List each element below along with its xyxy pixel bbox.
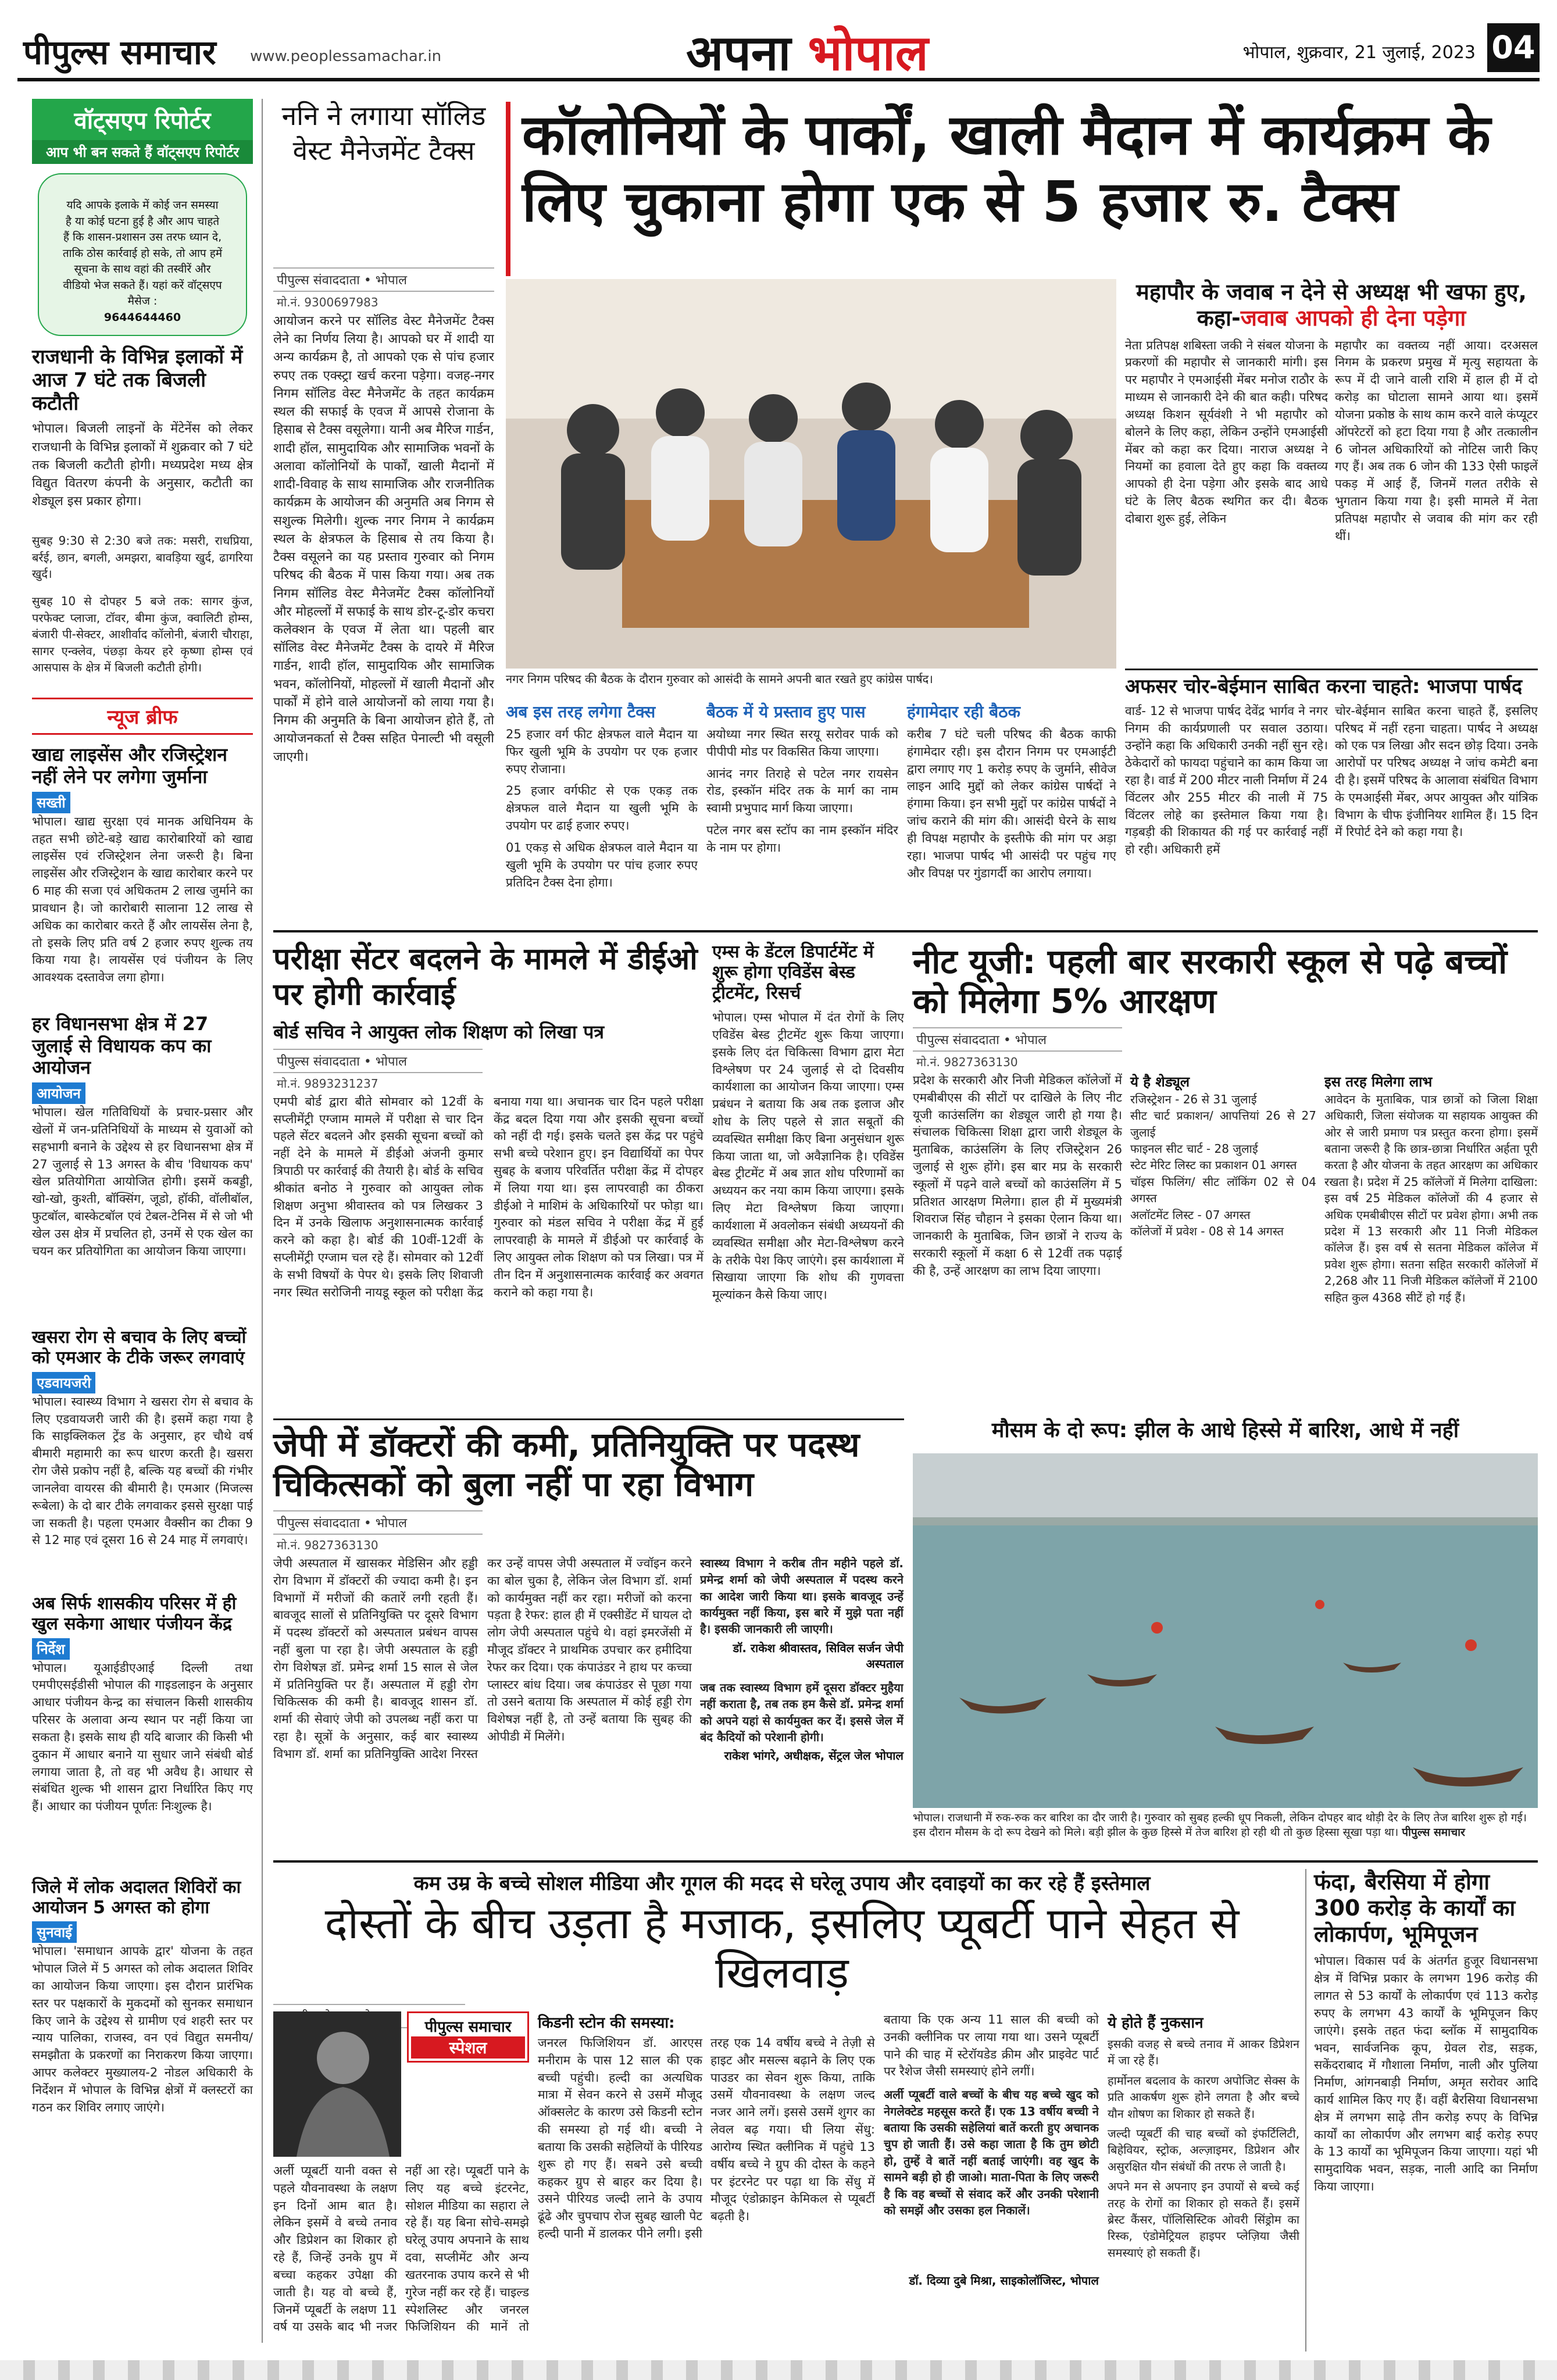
- mayor-headline: महापौर के जवाब न देने से अध्यक्ष भी खफा हुए, कहा-जवाब आपको ही देना पड़ेगा: [1136, 279, 1527, 331]
- uproar-body: करीब 7 घंटे चली परिषद की बैठक काफी हंगामेदार रही। इस दौरान निगम पर एमआईटी द्वारा लगाए गए 1 करोड़ रुपए के जुर्माने, सीवेज लाइन आदि मुद्दों को लेकर कांग्रेस पार्षदों ने हंगामा किया। इन सभी मुद्दों पर कांग्रेस पार्षदों ने जांच कराने की मांग की। आसंदी घेरने के साथ ही विपक्ष महापौर के इस्तीफे की मांग पर अड़ा रहा। भाजपा पार्षद भी आसंदी पर पहुंच गए और विपक्ष पर गुंडागर्दी का आरोप लगाया।: [907, 727, 1116, 880]
- risk-2: हार्मोनल बदलाव के कारण अपोजिट सेक्स के प्रति आकर्षण शुरू होने लगता है और बच्चे यौन शोषण का शिकार हो सकते हैं।: [1108, 2073, 1299, 2121]
- brief-2-headline: हर विधानसभा क्षेत्र में 27 जुलाई से विधायक कप का आयोजन: [32, 1012, 212, 1079]
- jp-story: [273, 1418, 904, 1811]
- fanda-headline: फंदा, बैरसिया में होगा 300 करोड़ के कार्यों का लोकार्पण, भूमिपूजन: [1314, 1869, 1516, 1947]
- brief-1-headline: खाद्य लाइसेंस और रजिस्ट्रेशन नहीं लेने पर लगेगा जुर्माना: [32, 744, 228, 788]
- neet-headline: नीट यूजी: पहली बार सरकारी स्कूल से पढ़े बच्चों को मिलेगा 5% आरक्षण: [913, 942, 1508, 1021]
- power-slot-2: सुबह 10 से दोपहर 5 बजे तक: सागर कुंज, परफेक्ट प्लाजा, टॉवर, बीमा कुंज, क्वालिटी होम्स, बंजारी पी-सेक्टर, आशीर्वाद कॉलोनी, बंजारी चौराहा, सागर एन्क्लेव, पंछड़ा केयर हरे कृष्णा होम्स एवं आसपास के क्षेत्र में बिजली कटौती होगी।: [32, 594, 253, 674]
- brief-3-headline: खसरा रोग से बचाव के लिए बच्चों को एमआर के टीके जरूर लगवाएं: [32, 1327, 247, 1368]
- lead-side-headline: ननि ने लगाया सॉलिड वेस्ट मैनेजमेंट टैक्स: [281, 100, 486, 166]
- mayor-story: [1125, 279, 1538, 900]
- weather-credit: पीपुल्स समाचार: [1402, 1825, 1465, 1839]
- neet-benefit-body: आवेदन के मुताबिक, पात्र छात्रों को जिला शिक्षा अधिकारी, जिला संयोजक या सहायक आयुक्त की ओर से जारी प्रमाण पत्र प्रस्तुत करना होगा। इसमें बताना जरूरी है कि छात्र-छात्रा निर्धारित अर्हता पूरी करता है और योजना के तहत आरक्षण का अधिकार रखता है। प्रदेश में 25 कॉलेजों में मिलेगा दाखिला: इस वर्ष 25 मेडिकल कॉलेजों की 4 हजार से अधिक एमबीबीएस सीटों पर प्रवेश होगा। अभी तक प्रदेश में 13 सरकारी और 11 निजी मेडिकल कॉलेज हैं। इस वर्ष से सतना मेडिकल कॉलेज में प्रवेश शुरू होगा। सतना सहित सरकारी कॉलेजों में 2,268 और 11 निजी मेडिकल कॉलेजों में 2100 सहित कुल 4368 सीटें हो गई हैं।: [1324, 1092, 1538, 1305]
- neet-schedule-2: सीट चार्ट प्रकाशन/ आपत्तियां 26 से 27 जुलाई: [1130, 1109, 1316, 1139]
- brief-2-tag: आयोजन: [32, 1082, 85, 1104]
- risk-1: इसकी वजह से बच्चे तनाव में आकर डिप्रेशन में जा रहे हैं।: [1108, 2037, 1299, 2068]
- brief-4-body: भोपाल। यूआईडीएआई दिल्ली तथा एमपीएसईडीसी भोपाल की गाइडलाइन के अनुसार आधार पंजीयन केन्द्र का संचालन किसी शासकीय परिसर के अलावा अन्य स्थान पर नहीं किया जा सकता है। इसके साथ ही यदि बाजार की किसी भी दुकान में आधार बनाने या सुधार जाने संबंधी बोर्ड लगाया जाता है, तो वह भी अवैध है। आधार से संबंधित शुल्क भी शासन द्वारा निर्धारित किए गए हैं। आधार का पंजीयन पूर्णतः निःशुल्क है।: [32, 1660, 253, 1814]
- power-headline: राजधानी के विभिन्न इलाकों में आज 7 घंटे तक बिजली कटौती: [32, 345, 243, 416]
- mayor-body-2: महापौर का वक्तव्य नहीं आया। दरअसल निगम के प्रकरण प्रमुख में मृत्यु सहायता के रूप में दी जाने वाली राशि में हाल ही में दो करोड़ का घोटाला सामने आया था। इसमें योजना प्रकोष्ठ के साथ काम करने वाले कंप्यूटर ऑपरेटरों को हटा दिया गया है और तत्कालीन 6 जोनल अधिकारियों को नोटिस जारी किए गए हैं। अब तक 6 जोन की 133 ऐसी फाइलें पकड़ में आई हैं, जिनमें गलत तरीके से भुगतान किया गया है। इसी मामले में नेता प्रतिपक्ष महापौर से जवाब की मांग कर रही थीं।: [1335, 338, 1538, 543]
- proposal-1: अयोध्या नगर स्थित सरयू सरोवर पार्क को पीपीपी मोड पर विकसित किया जाएगा।: [706, 727, 898, 759]
- news-brief-label: न्यूज ब्रीफ: [32, 698, 253, 735]
- footer-color-bar: [0, 2360, 1557, 2380]
- lead-byline: पीपुल्स संवाददाता • भोपाल: [273, 267, 494, 292]
- deo-headline: परीक्षा सेंटर बदलने के मामले में डीईओ पर होगी कार्रवाई: [273, 942, 698, 1013]
- brief-5-body: भोपाल। 'समाधान आपके द्वार' योजना के तहत भोपाल जिले में 5 अगस्त को लोक अदालत शिविर का आयोजन किया जाएगा। इस दौरान प्रारंभिक स्तर पर पक्षकारों के मुकदमों को सुनकर समाधान किए जाने के उद्देश्य से ग्रामीण एवं शहरी स्तर पर न्याय पालिका, राजस्व, वन एवं विद्युत समनीय/समझौता के प्रकरणों का निराकरण किया जाएगा। आपर कलेक्टर मुख्यालय-2 नोडल अधिकारी के निर्देशन में भोपाल के विभिन्न क्षेत्रों में क्लस्टरों का गठन कर शिविर लगाए जाएंगे।: [32, 1944, 253, 2114]
- power-slot-1: सुबह 9:30 से 2:30 बजे तक: मसरी, राधप्रिया, बर्रई, छान, बगली, अमझरा, बावड़िया खुर्द, ढागरिया खुर्द।: [32, 534, 253, 581]
- neet-schedule-7: कॉलेजों में प्रवेश - 08 से 14 अगस्त: [1130, 1224, 1284, 1238]
- section-divider: [273, 930, 1538, 932]
- child-photo: [273, 2011, 401, 2157]
- neet-schedule-4: स्टेट मेरिट लिस्ट का प्रकाशन 01 अगस्त: [1130, 1158, 1297, 1173]
- neet-mobile: मो.नं. 9827363130: [916, 1055, 1018, 1069]
- risk-title: ये होते हैं नुकसान: [1108, 2014, 1204, 2032]
- masthead: [17, 12, 1540, 81]
- lead-photo-caption: नगर निगम परिषद की बैठक के दौरान गुरुवार को आसंदी के सामने अपनी बात रखते हुए कांग्रेस पार्षद।: [506, 672, 933, 686]
- neet-byline: पीपुल्स संवाददाता • भोपाल: [913, 1027, 1122, 1052]
- special-badge: [407, 2011, 529, 2063]
- neet-schedule-5: चॉइस फिलिंग/ सीट लॉकिंग 02 से 04 अगस्त: [1130, 1174, 1316, 1206]
- tax-box: [506, 701, 698, 891]
- fanda-body: भोपाल। विकास पर्व के अंतर्गत हुजूर विधानसभा क्षेत्र में विभिन्न प्रकार के लगभग 196 करोड़ की लागत से 53 कार्यों के लोकार्पण एवं 113 करोड़ रुपए के लगभग 43 कार्यों के भूमिपूजन किए जाएंगे। इसके तहत फंदा ब्लॉक में सामुदायिक भवन, सार्वजनिक कूप, ग्रेवल रोड, सड़क, सकेंदराबाद में गौशाला निर्माण, नाली और पुलिया निर्माण, आंगनबाड़ी निर्माण, अमृत सरोवर आदि कार्य शामिल किए गए हैं। वहीं बैरसिया विधानसभा क्षेत्र में लगभग साढ़े तीन करोड़ रुपए के विभिन्न कार्यों का लोकार्पण और लगभग बाई करोड़ रुपए के 13 कार्यों का भूमिपूजन किया जाएगा। यहां भी सामुदायिक भवन, सड़क, नाली आदि का निर्माण किया जाएगा।: [1314, 1954, 1538, 2194]
- proposal-2: आनंद नगर तिराहे से पटेल नगर रायसेन रोड, इस्कॉन मंदिर तक के मार्ग का नाम स्वामी प्रभुपाद मार्ग किया जाएगा।: [706, 766, 898, 816]
- section-divider-2: [273, 1860, 1538, 1863]
- mayor-body-1: नेता प्रतिपक्ष शबिस्ता जकी ने संबल योजना के प्रकरणों की महापौर से जानकारी मांगी। इस पर महापौर ने एमआईसी मेंबर मनोज राठौर के माध्यम से जानकारी देने की बात कही। परिषद अध्यक्ष किशन सूर्यवंशी ने भी महापौर को बोलने के लिए कहा, लेकिन उन्होंने एमआईसी मेंबर को कहा कर दिया। नाराज अध्यक्ष ने नियमों का हवाला देते हुए कहा कि वक्तव्य आपको ही देना पड़ेगा और इसके बाद आधे घंटे के लिए बैठक स्थगित कर दी। बैठक दोबारा शुरू हुई, लेकिन: [1125, 338, 1328, 526]
- brand-logo: पीपुल्स समाचार: [23, 33, 216, 72]
- lake-photo: [913, 1453, 1538, 1808]
- aiims-body: भोपाल। एम्स भोपाल में दंत रोगों के लिए एविडेंस बेस्ड ट्रीटमेंट शुरू किया जाएगा। इसके लिए दंत चिकित्सा विभाग द्वारा मेटा विश्लेषण पर 24 जुलाई से दो दिवसीय कार्यशाला का आयोजन किया जाएगा। एम्स प्रबंधन ने बताया कि अब तक इलाज और शोध के लिए पहले से ज्ञात सबूतों की व्यवस्थित समीक्षा किए बिना अनुसंधान शुरू किया जाता था, जो अवैज्ञानिक है। एविडेंस बेस्ड ट्रीटमेंट में अब ज्ञात शोध परिणामों का अध्ययन कर नया काम किया जाएगा। इसके लिए मेटा विश्लेषण किया जाएगा। कार्यशाला में अवलोकन संबंधी अध्ययनों की व्यवस्थित समीक्षा और मेटा-विश्लेषण करने के तरीके पेश किए जाएंगे। इस कार्यशाला में सिखाया जाएगा कि शोध की गुणवत्ता मूल्यांकन कैसे किया जाए।: [712, 1010, 904, 1302]
- jp-mobile: मो.नं. 9827363130: [277, 1538, 378, 1552]
- brief-2-body: भोपाल। खेल गतिविधियों के प्रचार-प्रसार और खेलों में जन-प्रतिनिधियों के माध्यम से युवाओं को सहभागी बनाने के उद्देश्य से हर विधानसभा क्षेत्र में 27 जुलाई से 13 अगस्त के बीच 'विधायक कप' खेल प्रतियोगिता आयोजित होगी। इसमें कबड्डी, खो-खो, कुश्ती, बॉक्सिंग, जूडो, हॉकी, वॉलीबॉल, फुटबॉल, बास्केटबॉल एवं टेबल-टेनिस में से जो भी खेल उस क्षेत्र में प्रचलित हो, उनमें से एक खेल का चयन कर प्रतियोगिता का आयोजन किया जाएगा।: [32, 1105, 253, 1258]
- puberty-headline: दोस्तों के बीच उड़ता है मजाक, इसलिए प्यूबर्टी पाने सेहत से खिलवाड़: [324, 1899, 1240, 1999]
- neet-schedule-6: अलॉटमेंट लिस्ट - 07 अगस्त: [1130, 1207, 1251, 1222]
- fanda-story: [1314, 1869, 1538, 2313]
- council-meeting-photo: [506, 279, 1116, 669]
- puberty-body-2: जनरल फिजिशियन डॉ. आरएस मनीराम के पास 12 साल की एक बच्ची पहुंची। हल्दी का अत्यधिक मात्रा में सेवन करने से उसमें मौजूद ऑक्सलेट के कारण उसे किडनी स्टोन की समस्या हो गई थी। बच्ची ने बताया कि उसकी सहेलियों के पीरियड शुरू हो गए हैं। सबने उसे बच्ची कहकर ग्रुप से बाहर कर दिया है। उसने पीरियड जल्दी लाने के उपाय ढूंढे और चुपचाप रोज सुबह खाली पेट हल्दी पानी में डालकर पीने लगी। इसी तरह एक 14 वर्षीय बच्चे ने तेज़ी से हाइट और मसल्स बढ़ाने के लिए एक पाउडर का सेवन शुरू किया, ताकि उसमें यौवनावस्था के लक्षण जल्द नजर आने लगें। इससे उसमें शुगर का लेवल बढ़ गया। घी लिया सेंधु: आरोग्य स्थित क्लीनिक में पहुंचे 13 वर्षीय बच्चे ने ग्रुप की दोस्त के कहने पर इंटरनेट पर पढ़ा था कि सेंधु में मौजूद एंडोक्राइन केमिकल से प्यूबर्टी बढ़ती है।: [538, 2036, 875, 2240]
- brief-1-tag: सख्ती: [32, 792, 70, 813]
- uproar-box: [907, 701, 1116, 918]
- page-number: 04: [1487, 23, 1540, 72]
- weather-caption: भोपाल। राजधानी में रुक-रुक कर बारिश का दौर जारी है। गुरुवार को सुबह हल्की धूप निकली, लेकिन दोपहर बाद थोड़ी देर के लिए तेज बारिश शुरू हो गई। इस दौरान मौसम के दो रूप देखने को मिले। बड़ी झील के कुछ हिस्से में तेज बारिश हो रही थी तो कुछ हिस्सा सूखा पड़ा था। पीपुल्स समाचार: [913, 1811, 1527, 1839]
- website[interactable]: www.peoplessamachar.in: [250, 48, 442, 65]
- officer-body-2: चोर-बेईमान साबित करना चाहते हैं, इसलिए परिषद में नहीं रहना चाहता। पार्षद ने अध्यक्ष को एक पत्र लिखा और सदन छोड़ दिया। उनके आरोपों पर परिषद अध्यक्ष ने जांच कमेटी बना दी है। इसमें परिषद के आलावा संबंधित विभाग के एमआईसी मेंबर, अपर आयुक्त और यांत्रिक विभाग के चीफ इंजीनियर शामिल हैं। 15 दिन में रिपोर्ट देने को कहा गया है।: [1335, 703, 1538, 839]
- puberty-col-3: [884, 2011, 1099, 2288]
- whatsapp-number[interactable]: 9644644460: [103, 310, 181, 324]
- risk-box: [1108, 2011, 1299, 2261]
- brief-3-tag: एडवायजरी: [32, 1372, 95, 1393]
- left-column: [32, 99, 253, 2343]
- special-tag: स्पेशल: [411, 2036, 525, 2059]
- proposals-box: [706, 701, 898, 857]
- neet-story: [913, 942, 1538, 1312]
- jp-quote-2: जब तक स्वास्थ्य विभाग हमें दूसरा डॉक्टर मुहैया नहीं कराता है, तब तक हम कैसे डॉ. प्रमेन्द्र शर्मा को अपने यहां से कार्यमुक्त कर दें। इससे जेल में बंद कैदियों को परेशानी होगी।: [700, 1680, 904, 1744]
- officer-headline: अफसर चोर-बेईमान साबित करना चाहते: भाजपा पार्षद: [1125, 669, 1538, 698]
- puberty-quote-author: डॉ. दिव्या दुबे मिश्रा, साइकोलॉजिस्ट, भोपाल: [909, 2274, 1099, 2288]
- section-title: अपना भोपाल: [686, 24, 929, 81]
- weather-headline: मौसम के दो रूप: झील के आधे हिस्से में बारिश, आधे में नहीं: [991, 1418, 1459, 1442]
- neet-body: प्रदेश के सरकारी और निजी मेडिकल कॉलेजों में एमबीबीएस की सीटों पर दाखिले के लिए नीट यूजी काउंसलिंग का शेड्यूल जारी हो गया है। संचालक चिकित्सा शिक्षा द्वारा जारी शेड्यूल के मुताबिक, काउंसलिंग के लिए रजिस्ट्रेशन 26 जुलाई से शुरू होंगे। इस बार मप्र के सरकारी स्कूलों में पढ़ने वाले बच्चों को काउंसलिंग में 5 प्रतिशत आरक्षण मिलेगा। हाल ही में मुख्यमंत्री शिवराज सिंह चौहान ने इसका ऐलान किया था। जानकारी के मुताबिक, जिन छात्रों ने राज्य के सरकारी स्कूलों में कक्षा 6 से 12वीं तक पढ़ाई की है, उन्हें आरक्षण का लाभ दिया जाएगा।: [913, 1073, 1122, 1278]
- tax-item-1: 25 हजार वर्ग फीट क्षेत्रफल वाले मैदान या फिर खुली भूमि के उपयोग पर एक हजार रुपए रोजाना।: [506, 727, 698, 776]
- proposal-3: पटेल नगर बस स्टॉप का नाम इस्कॉन मंदिर के नाम पर होगा।: [706, 823, 898, 855]
- puberty-body-3: बताया कि एक अन्य 11 साल की बच्ची को उनकी क्लीनिक पर लाया गया था। उसने प्यूबर्टी पाने की चाह में स्टेरॉयडेड क्रीम और प्राइवेट पार्ट पर रैशेज जैसी समस्याएं होने लगीं।: [884, 2013, 1099, 2079]
- deo-byline: पीपुल्स संवाददाता • भोपाल: [273, 1049, 483, 1073]
- tax-title: अब इस तरह लगेगा टैक्स: [506, 702, 656, 721]
- jp-quote-1: स्वास्थ्य विभाग ने करीब तीन महीने पहले डॉ. प्रमेन्द्र शर्मा को जेपी अस्पताल में पदस्थ करने का आदेश जारी किया था। इसके बावजूद उन्हें कार्यमुक्त नहीं किया, इस बारे में मुझे पता नहीं है। इसकी जानकारी ली जाएगी।: [700, 1556, 904, 1636]
- uproar-title: हंगामेदार रही बैठक: [907, 702, 1021, 721]
- neet-schedule-1: रजिस्ट्रेशन - 26 से 31 जुलाई: [1130, 1092, 1257, 1106]
- kidney-box: [538, 2011, 703, 2032]
- deo-mobile: मो.नं. 9893231237: [277, 1076, 378, 1091]
- puberty-kicker: कम उम्र के बच्चे सोशल मीडिया और गूगल की मदद से घरेलू उपाय और दवाइयों का कर रहे हैं इस्तेमाल: [413, 1872, 1151, 1895]
- neet-benefit: [1324, 1072, 1538, 1312]
- column-rule: [262, 99, 263, 2343]
- neet-benefit-title: इस तरह मिलेगा लाभ: [1324, 1073, 1433, 1090]
- deo-story: [273, 942, 703, 1338]
- lead-side: [273, 99, 494, 905]
- jp-quotes: [700, 1555, 904, 1811]
- lead-headline: कॉलोनियों के पार्कों, खाली मैदान में कार्यक्रम के लिए चुकाना होगा एक से 5 हजार रु. टैक्स: [506, 102, 1535, 276]
- neet-schedule-title: ये है शेड्यूल: [1130, 1073, 1190, 1090]
- jp-body: जेपी अस्पताल में खासकर मेडिसिन और हड्डी रोग विभाग में डॉक्टरों की ज्यादा कमी है। इन विभागों में मरीजों की कतारें लगी रहती हैं। बावजूद सालों से प्रतिनियुक्ति पर दूसरे विभाग में पदस्थ डॉक्टरों को अस्पताल प्रबंधन वापस नहीं बुला पा रहा है। जेपी अस्पताल के हड्डी रोग विशेषज्ञ डॉ. प्रमेन्द्र शर्मा 15 साल से जेल में प्रतिनियुक्ति पर हैं। अस्पताल में हड्डी रोग चिकित्सक की कमी है। बावजूद शासन डॉ. शर्मा की सेवाएं जेपी को उपलब्ध नहीं करा पा रहा है। सूत्रों के अनुसार, कई बार स्वास्थ्य विभाग डॉ. शर्मा का प्रतिनियुक्ति आदेश निरस्त कर उन्हें वापस जेपी अस्पताल में ज्वॉइन करने का बोल चुका है, लेकिन जेल विभाग डॉ. शर्मा को कार्यमुक्त नहीं कर रहा। मरीजों को करना पड़ता है रेफर: हाल ही में एक्सीडेंट में घायल दो लोग जेपी अस्पताल पहुंचे थे। वहां इमरजेंसी में मौजूद डॉक्टर ने प्राथमिक उपचार कर हमीदिया रेफर कर दिया। एक कंपाउंडर ने हाथ पर कच्चा प्लास्टर बांध दिया। जब कंपाउंडर से पूछा गया तो उसने बताया कि अस्पताल में कोई हड्डी रोग विशेषज्ञ नहीं है, तो उन्हें बताया कि सुबह की ओपीडी में मिलेंगे।: [273, 1556, 692, 1761]
- jp-byline: पीपुल्स संवाददाता • भोपाल: [273, 1510, 483, 1535]
- officer-body-1: वार्ड- 12 से भाजपा पार्षद देवेंद्र भार्गव ने नगर निगम की कार्यप्रणाली पर सवाल उठाया। उन्होंने कहा कि अधिकारी उनकी नहीं सुन रहे। ठेकेदारों को फायदा पहुंचाने का काम किया जा रहा है। वार्ड में 200 मीटर नाली निर्माण में 24 विंटलर और 255 मीटर की नाली में 75 विंटलर लोहे का इस्तेमाल किया गया है। गड़बड़ी की शिकायत की गई पर कार्रवाई नहीं हो रही। अधिकारी हमें: [1125, 703, 1328, 857]
- whatsapp-subtitle: आप भी बन सकते हैं वॉट्सएप रिपोर्टर: [32, 140, 253, 164]
- proposals-title: बैठक में ये प्रस्ताव हुए पास: [706, 702, 866, 721]
- aiims-story: [712, 942, 904, 1323]
- jp-headline: जेपी में डॉक्टरों की कमी, प्रतिनियुक्ति पर पदस्थ चिकित्सकों को बुला नहीं पा रहा विभाग: [273, 1418, 904, 1505]
- puberty-quote: अर्ली प्यूबर्टी वाले बच्चों के बीच यह बच्चे खुद को नेगलेक्टेड महसूस करते हैं। एक 13 वर्षीय बच्ची ने बताया कि उसकी सहेलियां बातें करती हुए अचानक चुप हो जाती हैं। उसे कहा जाता है कि तुम छोटी हो, तुम्हें वे बातें नहीं बताई जाएंगी। वह खुद के सामने बड़ी हो ही जाओ। माता-पिता के लिए जरूरी है कि वह बच्चों से संवाद करें और उनकी परेशानी को समझें और उसका हल निकालें।: [884, 2088, 1099, 2217]
- whatsapp-bubble: यदि आपके इलाके में कोई जन समस्या है या कोई घटना हुई है और आप चाहते हैं कि शासन-प्रशासन उस तरफ ध्यान दे, ताकि ठोस कार्रवाई हो सके, तो आप हमें सूचना के साथ वहां की तस्वीरें और वीडियो भेज सकते हैं। यहां करें वॉट्सएप मैसेज : 9644644460: [38, 173, 247, 336]
- puberty-body-1: अर्ली प्यूबर्टी यानी वक्त से पहले यौवनावस्था के लक्षण इन दिनों आम बात है। लेकिन इसमें वे बच्चे तनाव और डिप्रेशन का शिकार हो रहे हैं, जिन्हें उनके ग्रुप में बच्चा कहकर उपेक्षा की जाती है। यह वो बच्चे हैं, जिनमें प्यूबर्टी के लक्षण 11 वर्ष या उसके बाद भी नजर नहीं आ रहे। प्यूबर्टी पाने के लिए यह बच्चे इंटरनेट, सोशल मीडिया का सहारा ले रहे हैं। यह बिना सोचे-समझे घरेलू उपाय अपनाने के साथ दवा, सप्लीमेंट और अन्य खतरनाक उपाय करने से भी गुरेज नहीं कर रहे हैं। चाइल्ड स्पेशलिस्ट और जनरल फिजिशियन की मानें तो: [273, 2164, 529, 2334]
- tax-item-2: 25 हजार वर्गफीट से एक एकड़ तक क्षेत्रफल वाले मैदान या खुली भूमि के उपयोग पर ढाई हजार रुपए।: [506, 784, 698, 833]
- deo-body: एमपी बोर्ड द्वारा बीते सोमवार को 12वीं के सप्लीमेंट्री एग्जाम मामले में परीक्षा से चार दिन पहले सेंटर बदलने और इसकी सूचना बच्चों को नहीं देने के मामले में डीईओ अंजनी कुमार त्रिपाठी पर कार्रवाई की तैयारी है। बोर्ड के सचिव श्रीकांत बनोठ ने गुरुवार को आयुक्त लोक शिक्षण अनुभा श्रीवास्तव को पत्र लिखकर 3 दिन में उनके खिलाफ अनुशासनात्मक कार्रवाई करने को कहा है। बोर्ड की 10वीं-12वीं के सप्लीमेंट्री एग्जाम चल रहे हैं। सोमवार को 12वीं के सभी विषयों के पेपर थे। इसके लिए शिवाजी नगर स्थित सरोजिनी नायडू स्कूल को परीक्षा केंद्र बनाया गया था। अचानक चार दिन पहले परीक्षा केंद्र बदल दिया गया और इसकी सूचना बच्चों को नहीं दी गई। इसके चलते इस केंद्र पर पहुंचे सभी बच्चे परेशान हुए। इन विद्यार्थियों का पेपर सुबह के बजाय परिवर्तित परीक्षा केंद्र में दोपहर में लिया गया था। इस लापरवाही का ठीकरा डीईओ ने माशिमं के अधिकारियों पर फोड़ा था। गुरुवार को मंडल सचिव ने परीक्षा केंद्र में हुई लापरवाही के मामले में डीईओ पर कार्रवाई के लिए आयुक्त लोक शिक्षण को पत्र लिखा। पत्र में तीन दिन में अनुशासनात्मक कार्रवाई कर अवगत कराने को कहा गया है।: [273, 1094, 703, 1299]
- deo-subhead: बोर्ड सचिव ने आयुक्त लोक शिक्षण को लिखा पत्र: [273, 1020, 605, 1043]
- power-body: भोपाल। बिजली लाइनों के मेंटेनेंस को लेकर राजधानी के विभिन्न इलाकों में शुक्रवार को 7 घंटे तक बिजली कटौती होगी। मध्यप्रदेश मध्य क्षेत्र विद्युत वितरण कंपनी के अनुसार, कटौती का शेड्यूल इस प्रकार होगा।: [32, 421, 253, 509]
- neet-schedule-3: फाइनल सीट चार्ट - 28 जुलाई: [1130, 1142, 1258, 1156]
- risk-3: जल्दी प्यूबर्टी की चाह बच्चों को इंफर्टिलिटी, बिहेवियर, स्ट्रोक, अल्ज़ाइमर, डिप्रेशन और असुरक्षित यौन संबंधों की तरफ ले जाती है।: [1108, 2126, 1299, 2174]
- brief-5-headline: जिले में लोक अदालत शिविरों का आयोजन 5 अगस्त को होगा: [32, 1877, 241, 1918]
- brief-4-tag: निर्देश: [32, 1638, 70, 1660]
- aiims-headline: एम्स के डेंटल डिपार्टमेंट में शुरू होगा एविडेंस बेस्ड ट्रीटमेंट, रिसर्च: [712, 942, 874, 1003]
- risk-4: अपने मन से अपनाए इन उपायों से बच्चे कई तरह के रोगों का शिकार हो सकते हैं। इसमें ब्रेस्ट कैंसर, पॉलिसिस्टिक ओवरी सिंड्रोम का रिस्क, एंडोमेट्रियल हाइपर प्लेज़िया जैसी समस्याएं हो सकती हैं।: [1108, 2179, 1299, 2260]
- jp-quote-2-author: राकेश भांगरे, अधीक्षक, सेंट्रल जेल भोपाल: [724, 1749, 904, 1763]
- tax-item-3: 01 एकड़ से अधिक क्षेत्रफल वाले मैदान या खुली भूमि के उपयोग पर पांच हजार रुपए प्रतिदिन टैक्स देना होगा।: [506, 840, 698, 889]
- lead-mobile: मो.नं. 9300697983: [277, 295, 378, 309]
- brief-1-body: भोपाल। खाद्य सुरक्षा एवं मानक अधिनियम के तहत सभी छोटे-बड़े खाद्य कारोबारियों को खाद्य लाइसेंस एवं रजिस्ट्रेशन लेना जरूरी है। बिना लाइसेंस और रजिस्ट्रेशन के खाद्य कारोबार करने पर 6 माह की सजा एवं अधिकतम 2 लाख जुर्माने का प्रावधान है। जो कारोबारी सालाना 12 लाख से अधिक का कारोबार करते हैं और लायसेंस लेना है, तो इसके लिए प्रति वर्ष 2 हजार रुपए शुल्क तय किया गया है। लायसेंस एवं पंजीयन के लिए आवश्यक दस्तावेज लगा होगा।: [32, 814, 253, 985]
- whatsapp-title: वॉट्सएप रिपोर्टर: [32, 99, 253, 140]
- special-label: पीपुल्स समाचार: [424, 2018, 512, 2036]
- neet-schedule: [1130, 1072, 1316, 1312]
- jp-quote-1-author: डॉ. राकेश श्रीवास्तव, सिविल सर्जन जेपी अस्पताल: [733, 1641, 904, 1671]
- lead-body: आयोजन करने पर सॉलिड वेस्ट मैनेजमेंट टैक्स लेने का निर्णय लिया है। आपको घर में शादी या अन्य कार्यक्रम है, तो आपको एक से पांच हजार रुपए तक एक्स्ट्रा खर्च करना पड़ेगा। वजह-नगर निगम सॉलिड वेस्ट मैनेजमेंट के तहत कार्यक्रम स्थल की सफाई के एवज में आपसे रोजाना के हिसाब से टैक्स वसूलेगा। यानी अब मैरिज गार्डन, शादी हॉल, सामुदायिक और सामाजिक भवनों के अलावा कॉलोनियों के पार्कों, खाली मैदानों में शादी-विवाह के साथ सामाजिक और राजनीतिक कार्यक्रम के आयोजन की अनुमति अब निगम से सशुल्क मिलेगी। शुल्क नगर निगम ने कार्यक्रम स्थल के क्षेत्रफल के हिसाब से तय किया है। टैक्स वसूलने का यह प्रस्ताव गुरुवार को निगम परिषद की बैठक में पास किया गया। अब तक निगम सॉलिड वेस्ट मैनेजमेंट टैक्स कॉलोनियों और मोहल्लों में सफाई के साथ डोर-टू-डोर कचरा कलेक्शन के एवज में लेता था। पहली बार सॉलिड वेस्ट मैनेजमेंट टैक्स के दायरे में मैरिज गार्डन, शादी हॉल, सामुदायिक और सामाजिक भवन, कॉलोनियों, मोहल्लों में खाली मैदानों और पार्कों में होने वाले आयोजनों को लाया गया है। निगम की अनुमति के बिना आयोजन होते हैं, तो आयोजनकर्ता से टैक्स सहित पेनाल्टी भी वसूली जाएगी।: [273, 314, 494, 764]
- kidney-title: किडनी स्टोन की समस्या:: [538, 2014, 675, 2032]
- dateline: भोपाल, शुक्रवार, 21 जुलाई, 2023: [1242, 42, 1476, 63]
- brief-3-body: भोपाल। स्वास्थ्य विभाग ने खसरा रोग से बचाव के लिए एडवायजरी जारी की है। इसमें कहा गया है कि साइक्लिकल ट्रेंड के अनुसार, हर चौथे वर्ष बीमारी महामारी का रूप धारण करती है। खसरा रोग जैसे प्रकोप नहीं है, बल्कि यह बच्चों की गंभीर जानलेवा वायरस की बीमारी है। एमआर (मिजल्स रूबेला) के दो बार टीके लगवाकर इससे सुरक्षा पाई जा सकती है। पहला एमआर वैक्सीन का टीका 9 से 12 माह एवं दूसरा 16 से 24 माह में लगवाएं।: [32, 1394, 253, 1548]
- column-rule-2: [1305, 1869, 1306, 2352]
- brief-5-tag: सुनवाई: [32, 1921, 77, 1943]
- brief-4-headline: अब सिर्फ शासकीय परिसर में ही खुल सकेगा आधार पंजीयन केंद्र: [32, 1593, 237, 1635]
